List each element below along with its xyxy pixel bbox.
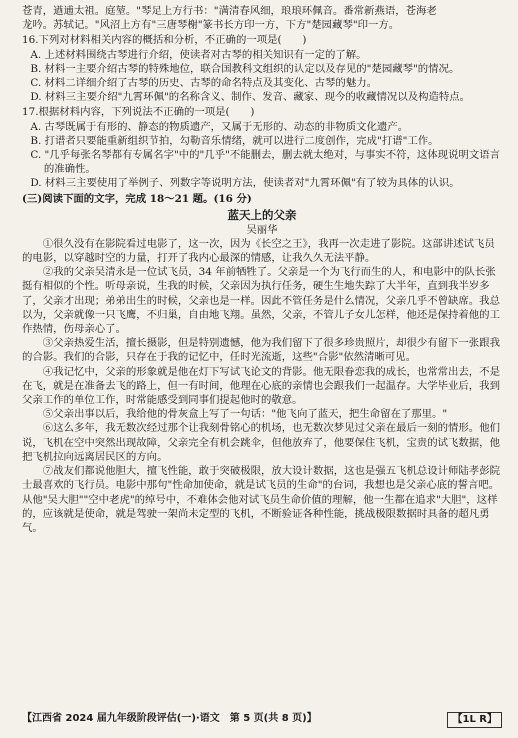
question-17-option-b: B. 打谱者只要能重新组织节拍，勾勒音乐情绪，就可以进行二度创作，完成"打谱"工作。 — [30, 134, 439, 147]
article-paragraph-5: ⑤父亲出事以后，我给他的骨灰盒上写了一句话："他飞向了蓝天，把生命留在了那里。" — [42, 408, 448, 421]
question-17-option-c: C. "几乎每张名琴都有专属名字"中的"几乎"不能删去，删去就太绝对，与事实不符，这体现说明文语言的准确性。 — [30, 149, 501, 176]
article-paragraph-2: ②我的父亲吴清永是一位试飞员，34 年前牺牲了。父亲是一个为飞行而生的人，和电影中的队长张挺有相似的个性。听母亲说，生我的时候，父亲因为执行任务，硬生生地失踪了大半年，直到我半岁多了，父亲才出现；弟弟出生的时候，父亲也是一样。因此不管任务是什么情况，父亲几乎不曾缺席。我总以为，父亲就像一只飞鹰，不归巢，自由地飞翔。虽然，父亲，不管儿子女儿怎样，他还是保持着他的工作热情，伤母亲心了。 — [22, 266, 500, 336]
question-17-option-a: A. 古琴既属于有形的、静态的物质遗产，又属于无形的、动态的非物质文化遗产。 — [30, 120, 409, 133]
question-16-stem: 16.下列对材料相关内容的概括和分析，不正确的一项是( ) — [22, 34, 307, 47]
top-text-line-2: 龙吟。苏轼记。"风沼上方有"三唐琴榭"篆书长方印一方，下方"楚园藏琴"印一方。 — [22, 19, 400, 32]
question-16-option-c: C. 材料二详细介绍了古琴的历史、古琴的命名特点及其变化、古琴的魅力。 — [30, 77, 377, 90]
article-paragraph-1: ①很久没有在影院看过电影了，这一次，因为《长空之王》，我再一次走进了影院。这部讲述试飞员的电影，以穿越时空的力量，打开了我内心最深的情感，让我久久无法平静。 — [22, 237, 495, 265]
question-17 — [22, 105, 502, 190]
article-paragraph-3: ③父亲热爱生活，擅长摄影，但是特别遗憾，他为我们留下了很多珍贵照片，却很少有留下一张跟我的合影。我们的合影，只存在于我的记忆中，任时光流逝，这些"合影"依然清晰可见。 — [22, 337, 500, 364]
article-paragraph-6: ⑥这么多年，我无数次经过那个让我刻骨铭心的机场，也无数次梦见过父亲在最后一刻的情形。他们说，飞机在空中突然出现故障，父亲完全有机会跳伞，但他放弃了，他要保住飞机，宝贵的试飞数据，他把飞机拉向远离居民区的方向。 — [22, 422, 500, 463]
footer-exam-info: 【江西省 2024 届九年级阶段评估(一)·语文 第 5 页(共 8 页)】 — [22, 713, 317, 724]
article-paragraph-4: ④我记忆中，父亲的形象就是他在灯下写试飞论文的背影。他无限眷恋我的成长，也常常出去，不是在飞，就是在准备去飞的路上，但一有时间，他理在心底的亲情也会跟我们一起温存。大学毕业后，我到父亲工作的单位工作，时常能感受到同事们提起他时的敬意。 — [22, 365, 500, 407]
section-heading: (三)阅读下面的文字，完成 18～21 题。(16 分) — [22, 192, 252, 205]
page-footer — [22, 712, 502, 728]
article-author: 吴丽华 — [246, 223, 278, 236]
question-17-stem: 17.根据材料内容，下列说法不正确的一项是( ) — [22, 106, 255, 119]
question-16-option-a: A. 上述材料围绕古琴进行介绍，使读者对古琴的相关知识有一定的了解。 — [30, 48, 367, 61]
question-16 — [22, 33, 502, 104]
article-paragraph-7: ⑦战友们都说他胆大，擅飞性能，敢于突破极限，放大设计数据，这也是强五飞机总设计师陆孝彭院士最喜欢的飞行员。电影中那句"性命加使命，就是试飞员的生命"的台词，我想也是父亲心底的誓言吧。从他"吴大胆""空中老虎"的绰号中，不难体会他对试飞员生命价值的理解，他一生都在追求"大胆"，这样的，应该就是使命，就是驾驶一架尚未定型的飞机，不断验证各种性能，挑战极限数据时具备的超凡勇气。 — [22, 465, 500, 534]
question-16-option-b: B. 材料一主要介绍古琴的特殊地位，联合国教科文组织的认定以及存见的"楚园藏琴"的情况。 — [30, 62, 460, 75]
question-17-option-d: D. 材料三主要使用了举例子、列数字等说明方法，使读者对"九霄环佩"有了较为具体的认识。 — [30, 177, 460, 190]
footer-code: 【1L R】 — [447, 712, 502, 728]
question-16-option-d: D. 材料三主要介绍"九霄环佩"的名称含义、制作、发音、藏家、现今的收藏情况以及构造特点。 — [30, 91, 471, 104]
top-text-line-1: 苍青，遒逋太祖。庭堃。"琴足上方行书："满清春风细，琅琅环佩音。番常新燕语，苍海老 — [22, 5, 437, 17]
article-title: 蓝天上的父亲 — [227, 207, 297, 222]
